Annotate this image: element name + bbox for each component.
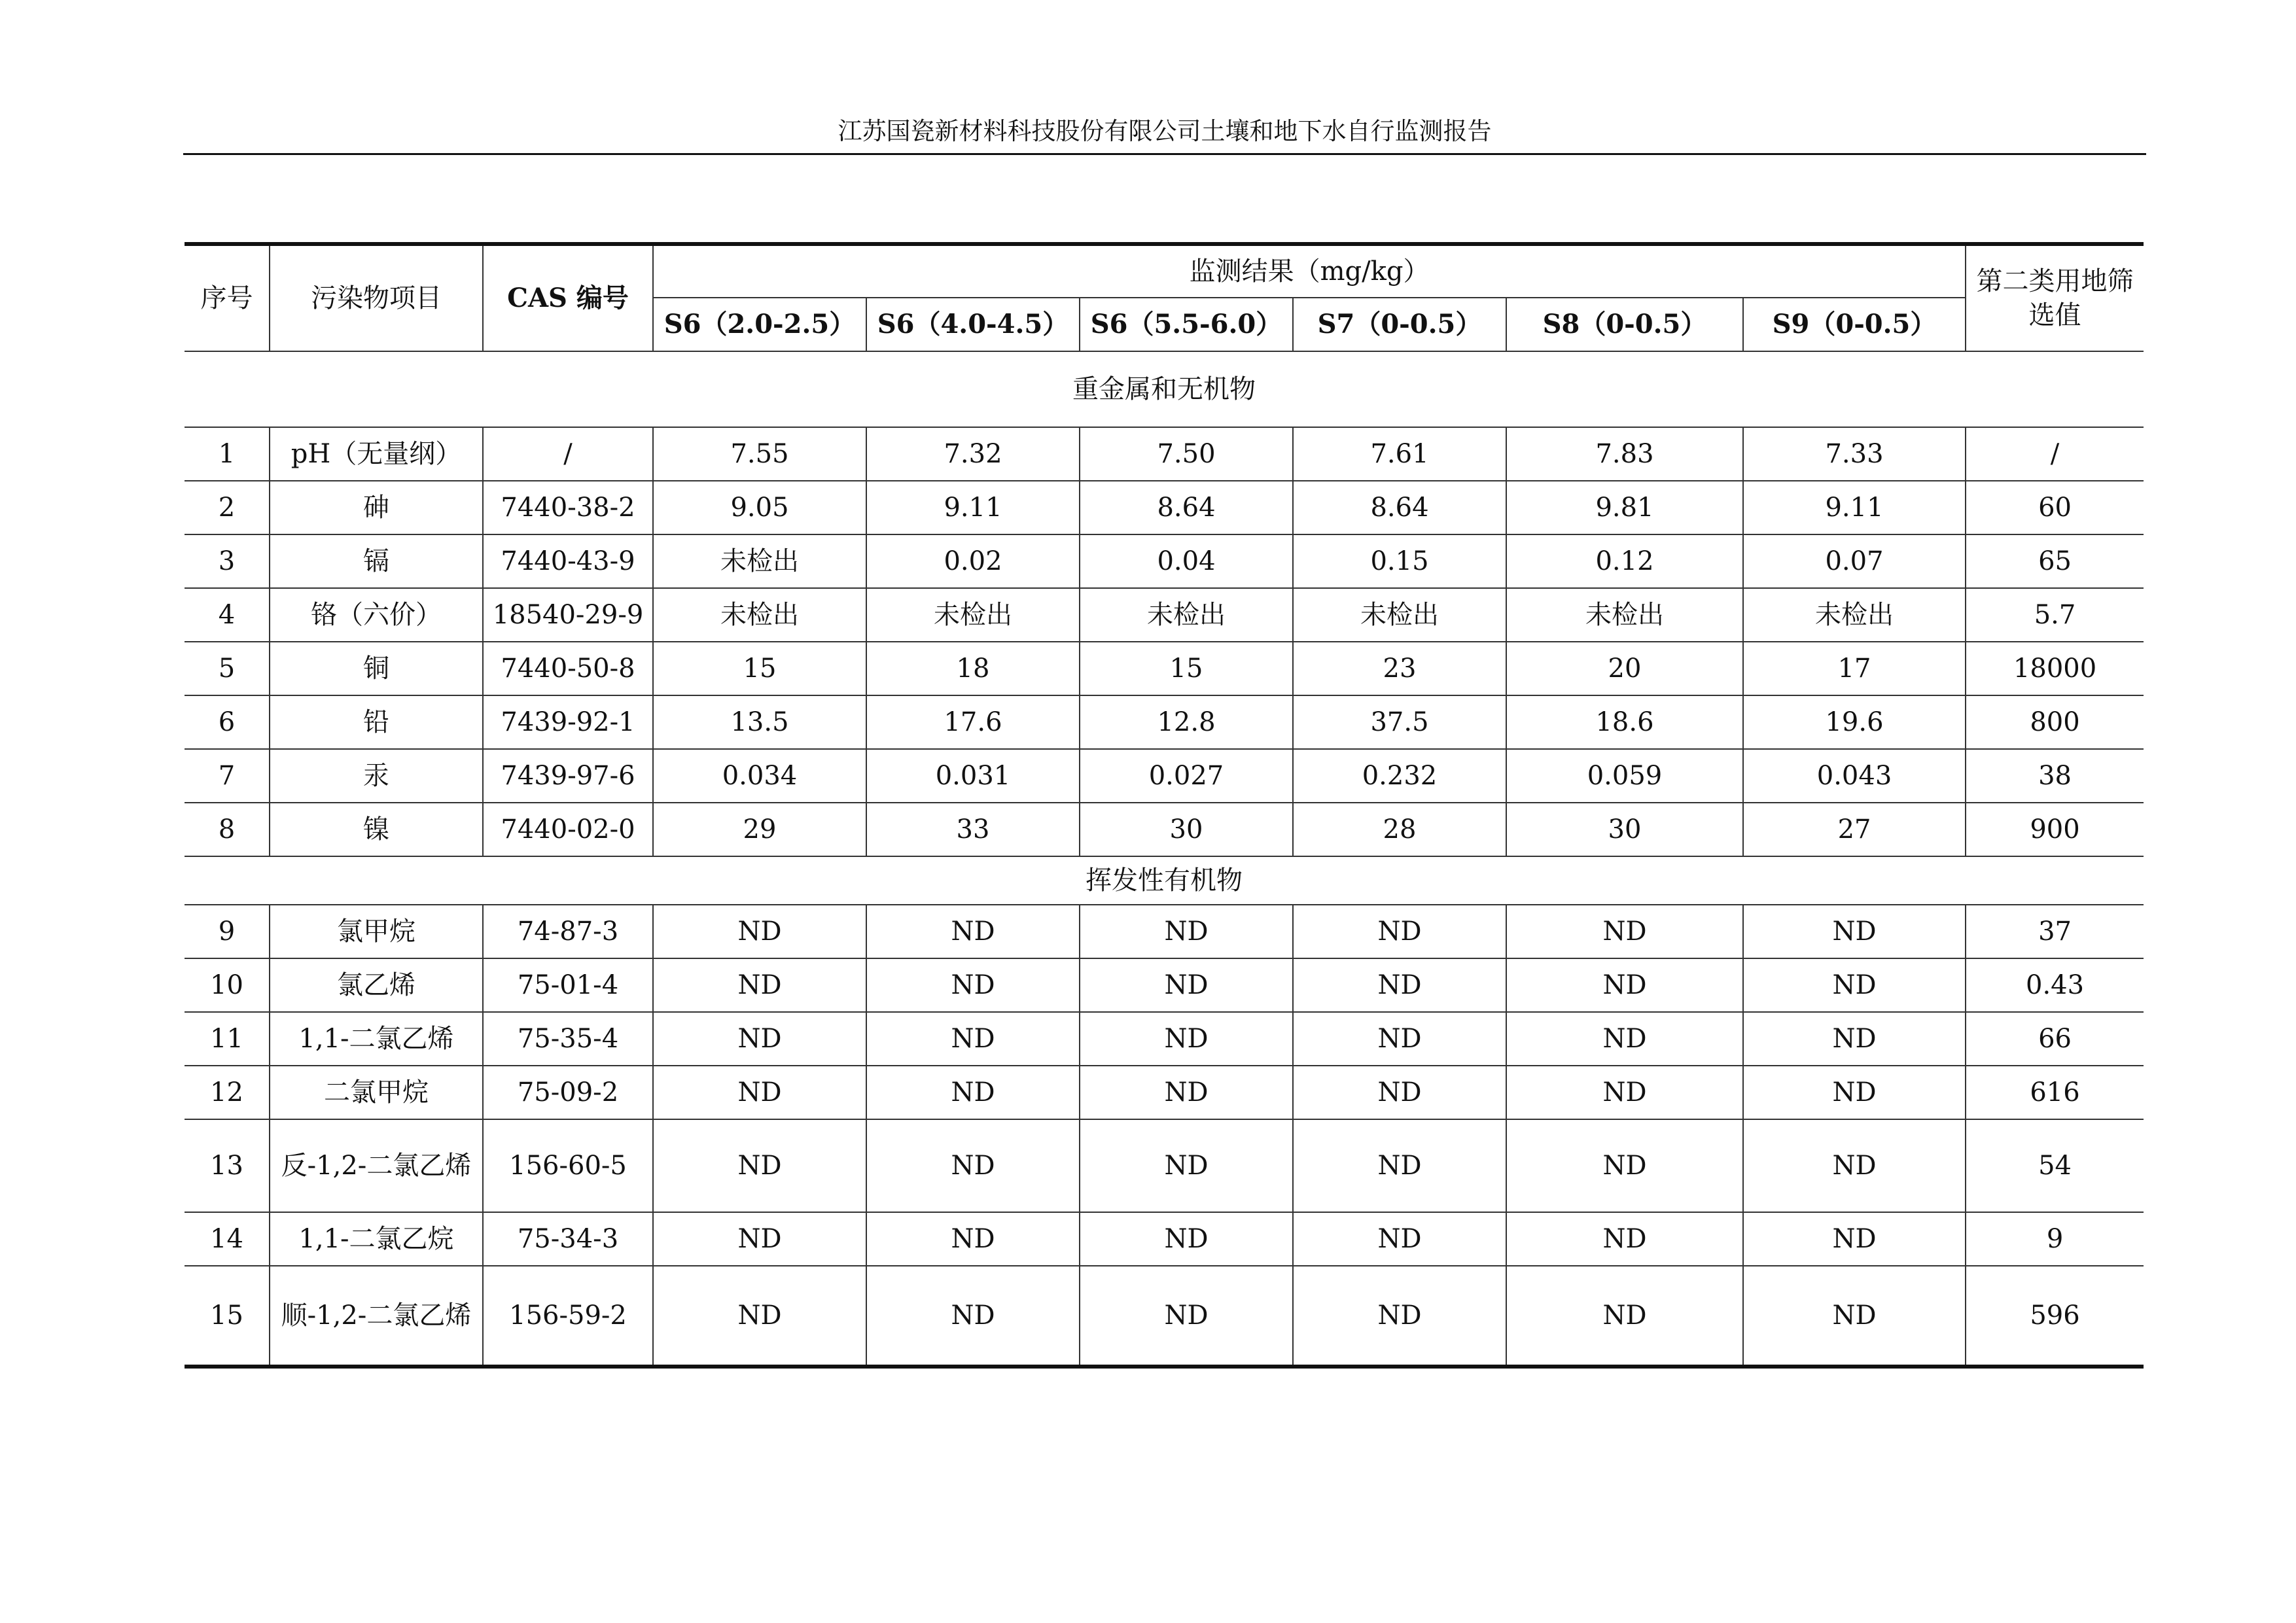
cell-value: ND [1743, 1266, 1966, 1367]
cell-value: 12.8 [1080, 695, 1293, 749]
cell-item: 铅 [270, 695, 483, 749]
cell-limit: 66 [1966, 1012, 2144, 1066]
cell-value: ND [653, 1266, 866, 1367]
table-row [185, 1119, 2144, 1212]
cell-value: 18 [866, 642, 1080, 695]
cell-value: ND [1743, 1212, 1966, 1266]
cell-value: 0.027 [1080, 749, 1293, 803]
cell-value: 9.05 [653, 481, 866, 534]
cell-seq: 3 [185, 534, 270, 588]
cell-limit: 38 [1966, 749, 2144, 803]
cell-seq: 11 [185, 1012, 270, 1066]
cell-cas: 74-87-3 [483, 905, 653, 958]
cell-value: ND [1506, 958, 1743, 1012]
cell-value: ND [1293, 1212, 1506, 1266]
cell-value: ND [866, 1119, 1080, 1212]
header-results: 监测结果（mg/kg） [653, 244, 1966, 298]
cell-value: ND [866, 1066, 1080, 1119]
cell-value: ND [1743, 1066, 1966, 1119]
cell-value: 30 [1080, 803, 1293, 856]
header-divider [183, 153, 2146, 155]
header-sample: S6（2.0-2.5） [653, 298, 866, 351]
header-sample: S6（5.5-6.0） [1080, 298, 1293, 351]
cell-limit: 54 [1966, 1119, 2144, 1212]
cell-value: 23 [1293, 642, 1506, 695]
cell-item: 1,1-二氯乙烷 [270, 1212, 483, 1266]
cell-cas: 18540-29-9 [483, 588, 653, 642]
monitoring-results-table [185, 242, 2144, 1369]
cell-seq: 6 [185, 695, 270, 749]
cell-seq: 1 [185, 427, 270, 481]
cell-value: ND [1293, 1119, 1506, 1212]
cell-limit: 800 [1966, 695, 2144, 749]
cell-value: 8.64 [1293, 481, 1506, 534]
table-row [185, 588, 2144, 642]
cell-value: ND [1293, 958, 1506, 1012]
cell-item: 镉 [270, 534, 483, 588]
table-row [185, 1212, 2144, 1266]
cell-seq: 12 [185, 1066, 270, 1119]
cell-item: 顺-1,2-二氯乙烯 [270, 1266, 483, 1367]
cell-cas: 7440-50-8 [483, 642, 653, 695]
cell-value: 未检出 [653, 588, 866, 642]
table-row [185, 695, 2144, 749]
cell-item: 氯甲烷 [270, 905, 483, 958]
cell-cas: 75-35-4 [483, 1012, 653, 1066]
cell-value: ND [1080, 1119, 1293, 1212]
table-header-row [185, 244, 2144, 298]
cell-value: ND [1506, 905, 1743, 958]
cell-value: ND [866, 1212, 1080, 1266]
cell-value: ND [653, 905, 866, 958]
table-row [185, 1266, 2144, 1367]
cell-value: ND [653, 1119, 866, 1212]
cell-cas: 7440-38-2 [483, 481, 653, 534]
table-row [185, 905, 2144, 958]
cell-value: ND [653, 1066, 866, 1119]
table-body [185, 351, 2144, 1367]
cell-cas: / [483, 427, 653, 481]
table-row [185, 1066, 2144, 1119]
cell-value: 未检出 [1293, 588, 1506, 642]
cell-value: ND [1080, 1012, 1293, 1066]
cell-value: 13.5 [653, 695, 866, 749]
cell-limit: 9 [1966, 1212, 2144, 1266]
cell-value: 0.031 [866, 749, 1080, 803]
table-row [185, 958, 2144, 1012]
cell-value: 9.81 [1506, 481, 1743, 534]
section-title: 挥发性有机物 [185, 856, 2144, 905]
cell-item: 汞 [270, 749, 483, 803]
cell-limit: 616 [1966, 1066, 2144, 1119]
cell-seq: 13 [185, 1119, 270, 1212]
cell-item: pH（无量纲） [270, 427, 483, 481]
cell-value: 未检出 [866, 588, 1080, 642]
cell-limit: / [1966, 427, 2144, 481]
cell-seq: 7 [185, 749, 270, 803]
cell-item: 1,1-二氯乙烯 [270, 1012, 483, 1066]
header-sample: S8（0-0.5） [1506, 298, 1743, 351]
header-item: 污染物项目 [270, 244, 483, 351]
cell-item: 镍 [270, 803, 483, 856]
cell-value: 28 [1293, 803, 1506, 856]
section-header-row [185, 351, 2144, 427]
cell-value: 0.02 [866, 534, 1080, 588]
cell-cas: 156-60-5 [483, 1119, 653, 1212]
cell-cas: 7439-97-6 [483, 749, 653, 803]
table-row [185, 481, 2144, 534]
cell-value: 未检出 [653, 534, 866, 588]
header-sample: S6（4.0-4.5） [866, 298, 1080, 351]
cell-value: 未检出 [1080, 588, 1293, 642]
cell-value: 17 [1743, 642, 1966, 695]
cell-item: 铜 [270, 642, 483, 695]
cell-limit: 0.43 [1966, 958, 2144, 1012]
table-row [185, 642, 2144, 695]
cell-value: 33 [866, 803, 1080, 856]
cell-item: 氯乙烯 [270, 958, 483, 1012]
cell-value: 7.83 [1506, 427, 1743, 481]
cell-seq: 9 [185, 905, 270, 958]
cell-seq: 4 [185, 588, 270, 642]
cell-seq: 8 [185, 803, 270, 856]
cell-value: 15 [653, 642, 866, 695]
cell-limit: 60 [1966, 481, 2144, 534]
cell-cas: 75-34-3 [483, 1212, 653, 1266]
cell-limit: 37 [1966, 905, 2144, 958]
cell-value: ND [1743, 905, 1966, 958]
section-header-row [185, 856, 2144, 905]
cell-item: 反-1,2-二氯乙烯 [270, 1119, 483, 1212]
table-row [185, 427, 2144, 481]
cell-value: ND [653, 1012, 866, 1066]
cell-value: 18.6 [1506, 695, 1743, 749]
cell-value: ND [1743, 1119, 1966, 1212]
cell-value: 未检出 [1743, 588, 1966, 642]
cell-value: ND [1080, 958, 1293, 1012]
cell-cas: 7440-43-9 [483, 534, 653, 588]
cell-value: ND [1506, 1066, 1743, 1119]
header-limit: 第二类用地筛选值 [1966, 244, 2144, 351]
cell-value: 17.6 [866, 695, 1080, 749]
cell-value: 0.04 [1080, 534, 1293, 588]
cell-value: 7.61 [1293, 427, 1506, 481]
cell-value: 27 [1743, 803, 1966, 856]
cell-value: ND [1743, 1012, 1966, 1066]
cell-value: 29 [653, 803, 866, 856]
cell-value: ND [1080, 1066, 1293, 1119]
cell-item: 铬（六价） [270, 588, 483, 642]
cell-value: ND [1293, 1012, 1506, 1066]
cell-seq: 5 [185, 642, 270, 695]
cell-item: 砷 [270, 481, 483, 534]
cell-seq: 2 [185, 481, 270, 534]
header-sample: S7（0-0.5） [1293, 298, 1506, 351]
cell-value: 未检出 [1506, 588, 1743, 642]
cell-value: ND [866, 1012, 1080, 1066]
cell-value: 0.15 [1293, 534, 1506, 588]
cell-limit: 65 [1966, 534, 2144, 588]
cell-value: 9.11 [866, 481, 1080, 534]
cell-limit: 596 [1966, 1266, 2144, 1367]
cell-seq: 15 [185, 1266, 270, 1367]
cell-value: ND [653, 958, 866, 1012]
cell-seq: 14 [185, 1212, 270, 1266]
cell-value: 19.6 [1743, 695, 1966, 749]
cell-value: 0.034 [653, 749, 866, 803]
header-cas: CAS 编号 [483, 244, 653, 351]
cell-value: 0.232 [1293, 749, 1506, 803]
cell-value: 8.64 [1080, 481, 1293, 534]
table-row [185, 803, 2144, 856]
table-row [185, 749, 2144, 803]
table-row [185, 534, 2144, 588]
cell-value: ND [1506, 1012, 1743, 1066]
cell-value: 7.32 [866, 427, 1080, 481]
cell-value: 30 [1506, 803, 1743, 856]
cell-value: 0.12 [1506, 534, 1743, 588]
cell-value: 0.043 [1743, 749, 1966, 803]
cell-value: ND [1506, 1119, 1743, 1212]
cell-value: 0.059 [1506, 749, 1743, 803]
cell-cas: 75-01-4 [483, 958, 653, 1012]
cell-value: ND [1293, 1066, 1506, 1119]
section-title: 重金属和无机物 [185, 351, 2144, 427]
cell-value: 15 [1080, 642, 1293, 695]
cell-value: 20 [1506, 642, 1743, 695]
cell-limit: 5.7 [1966, 588, 2144, 642]
cell-value: ND [866, 905, 1080, 958]
cell-value: ND [1743, 958, 1966, 1012]
cell-value: ND [653, 1212, 866, 1266]
cell-value: ND [866, 1266, 1080, 1367]
cell-cas: 75-09-2 [483, 1066, 653, 1119]
cell-item: 二氯甲烷 [270, 1066, 483, 1119]
table-row [185, 1012, 2144, 1066]
cell-cas: 7439-92-1 [483, 695, 653, 749]
cell-value: ND [1506, 1266, 1743, 1367]
cell-value: 37.5 [1293, 695, 1506, 749]
cell-limit: 900 [1966, 803, 2144, 856]
header-seq: 序号 [185, 244, 270, 351]
cell-value: ND [1080, 905, 1293, 958]
cell-seq: 10 [185, 958, 270, 1012]
cell-value: ND [1080, 1212, 1293, 1266]
cell-cas: 156-59-2 [483, 1266, 653, 1367]
header-sample: S9（0-0.5） [1743, 298, 1966, 351]
cell-value: ND [866, 958, 1080, 1012]
cell-limit: 18000 [1966, 642, 2144, 695]
cell-value: 7.50 [1080, 427, 1293, 481]
cell-value: ND [1080, 1266, 1293, 1367]
cell-value: ND [1293, 1266, 1506, 1367]
page-header-title: 江苏国瓷新材料科技股份有限公司土壤和地下水自行监测报告 [838, 117, 1492, 145]
cell-value: 7.55 [653, 427, 866, 481]
cell-cas: 7440-02-0 [483, 803, 653, 856]
cell-value: 0.07 [1743, 534, 1966, 588]
cell-value: 7.33 [1743, 427, 1966, 481]
cell-value: 9.11 [1743, 481, 1966, 534]
cell-value: ND [1506, 1212, 1743, 1266]
cell-value: ND [1293, 905, 1506, 958]
